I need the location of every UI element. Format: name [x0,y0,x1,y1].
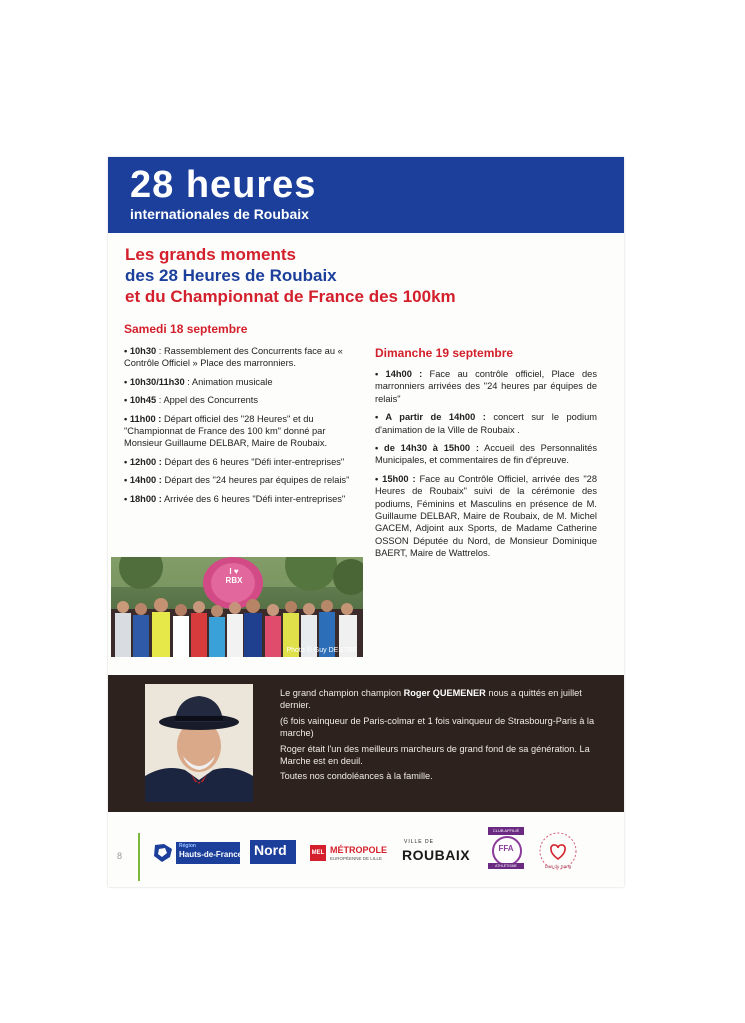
photo-credit: Photo © Guy DESTRE [286,647,357,654]
mel-metropole-logo: MEL MÉTROPOLE EUROPÉENNE DE LILLE [311,845,388,861]
tribute-paragraph: Toutes nos condoléances à la famille. [280,771,433,782]
schedule-item: • 18h00 : Arrivée des 6 heures "Défi inter-entreprises" [124,493,346,504]
i-love-rbx-sign: I ♥ RBX [225,567,243,585]
schedule-item: • 10h30/11h30 : Animation musicale [124,376,273,387]
tribute-box [108,675,624,812]
headline-line-2: des 28 Heures de Roubaix [125,266,337,285]
region-map-icon [152,843,174,863]
schedule-item: • 11h00 : Départ officiel des "28 Heures" et du "Championnat de France des 100 km" donné par Monsieur Guillaume DELBAR, Maire de Roubaix. [124,413,328,449]
schedule-item: • 10h30 : Rassemblement des Concurrents face au « Contrôle Officiel » Place des marronniers. [124,346,343,369]
tribute-text [280,687,598,786]
schedule-item: • A partir de 14h00 : concert sur le podium d'animation de la Ville de Roubaix . [375,412,597,435]
headline [125,244,605,307]
race-start-photo [111,557,363,657]
roger-quemener-portrait [145,684,253,802]
headline-line-1: Les grands moments [125,245,296,264]
schedule-item: • 14h00 : Départ des "24 heures par équipes de relais" [124,475,350,486]
tribute-paragraph: Roger était l'un des meilleurs marcheurs de grand fond de sa génération. La Marche est en deuil. [280,743,590,767]
sponsor-footer [108,825,624,887]
footer-divider [138,833,140,881]
sunday-heading: Dimanche 19 septembre [375,346,514,360]
schedule-item: • 15h00 : Face au Contrôle Officiel, arrivée des "28 Heures de Roubaix" suivi de la cérémonie des podiums, Féminins et Masculins en présence de M. Guillaume DELBAR, Maire de Roubaix, de M. Michel GACEM, Adjoint aux Sports, de Madame Catherine OSSON Députée du Nord, de Monsieur Dominique BAERT, Maire de Wattrelos. [375,473,597,559]
saturday-heading: Samedi 18 septembre [124,322,248,336]
schedule-item: • 12h00 : Départ des 6 heures "Défi inter-entreprises" [124,456,345,467]
saturday-schedule [124,345,364,511]
tribute-paragraph: (6 fois vainqueur de Paris-colmar et 1 fois vainqueur de Strasbourg-Paris à la marche) [280,715,595,739]
event-title: 28 heures [130,164,317,206]
portrait-image [145,684,253,802]
ville-de-roubaix-logo: VILLE DE ROUBAIX [402,839,471,863]
schedule-item: • 14h00 : Face au contrôle officiel, Place des marronniers arrivées des "24 heures par équipes de relais" [375,369,597,404]
ffa-club-affilie-logo: CLUB AFFILIÉ FFA ATHLÉTISME [488,827,524,869]
don-du-sang-logo: Don du Sang [538,831,578,871]
event-subtitle: internationales de Roubaix [130,206,309,222]
brochure-page [108,157,624,887]
page-number: 8 [117,851,123,861]
schedule-item: • de 14h30 à 15h00 : Accueil des Personnalités Municipales, et commentaires de fin d'épreuve. [375,443,597,466]
tribute-paragraph: Le grand champion champion Roger QUEMENER nous a quittés en juillet dernier. [280,688,582,711]
title-banner [108,157,624,233]
nord-logo: Nord [250,840,296,864]
schedule-item: • 10h45 : Appel des Concurrents [124,395,259,406]
headline-line-3: et du Championnat de France des 100km [125,287,456,306]
champion-name: Roger QUEMENER [403,688,486,698]
sunday-schedule [375,368,597,566]
region-hauts-de-france-logo: Région Hauts-de-France [152,841,240,865]
